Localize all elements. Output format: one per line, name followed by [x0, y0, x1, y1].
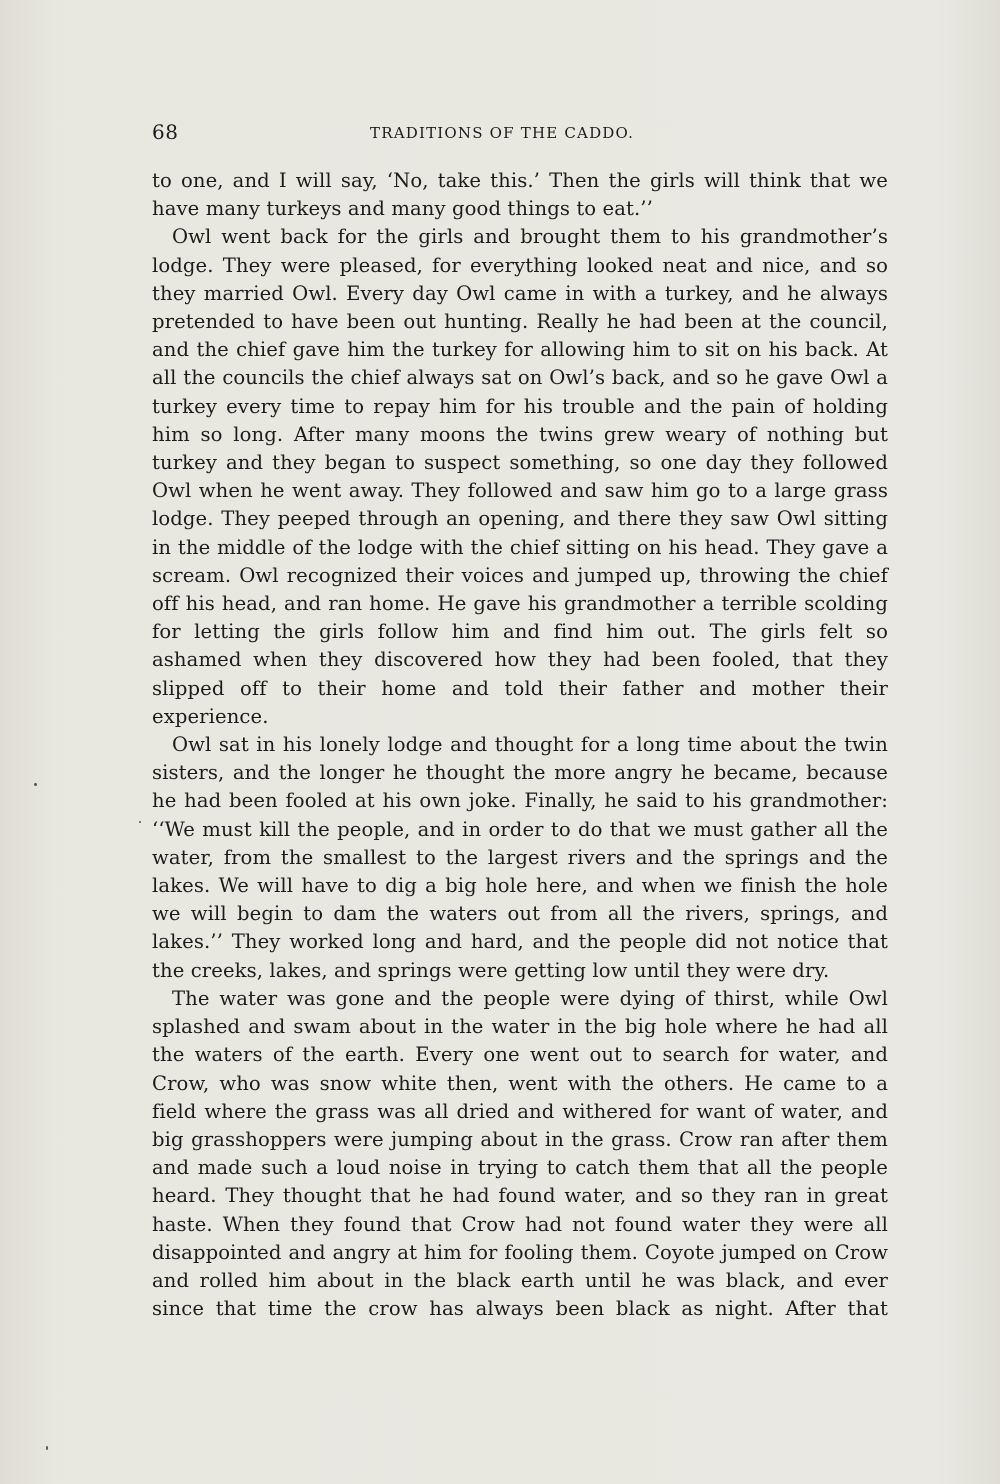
running-title: TRADITIONS OF THE CADDO. — [370, 124, 635, 142]
body-text — [152, 167, 888, 1323]
paper-speck — [46, 1446, 48, 1450]
running-head — [152, 120, 888, 144]
paragraph-2: Owl went back for the girls and brought them to his grandmother’s lodge. They were pleased, for everything looked neat and nice, and so they married Owl. Every day Owl came in with a turkey, and he always pretended to have been out hunting. Really he had been at the council, and the chief gave him the turkey for allowing him to sit on his back. At all the councils the chief always sat on Owl’s back, and so he gave Owl a turkey every time to repay him for his trouble and the pain of holding him so long. After many moons the twins grew weary of nothing but turkey and they began to suspect something, so one day they followed Owl when he went away. They followed and saw him go to a large grass lodge. They peeped through an opening, and there they saw Owl sitting in the middle of the lodge with the chief sitting on his head. They gave a scream. Owl recognized their voices and jumped up, throwing the chief off his head, and ran home. He gave his grandmother a terrible scolding for letting the girls follow him and find him out. The girls felt so ashamed when they discovered how they had been fooled, that they slipped off to their home and told their father and mother their experience. — [152, 225, 888, 728]
paper-speck — [34, 783, 37, 786]
paragraph-3: Owl sat in his lonely lodge and thought for a long time about the twin sisters, and the longer he thought the more angry he became, because he had been fooled at his own joke. Finally, he said to his grandmother: ‘‘We must kill the people, and in order to do that we must gather all the water, from the smallest to the largest rivers and the springs and the lakes. We will have to dig a big hole here, and when we finish the hole we will begin to dam the waters out from all the rivers, springs, and lakes.’’ They worked long and hard, and the people did not notice that the creeks, lakes, and springs were getting low until they were dry. — [152, 733, 888, 982]
page-number: 68 — [152, 120, 179, 144]
paragraph-1: to one, and I will say, ‘No, take this.’ Then the girls will think that we have many turkeys and many good things to eat.’’ — [152, 169, 888, 221]
paragraph-4: The water was gone and the people were dying of thirst, while Owl splashed and swam about in the water in the big hole where he had all the waters of the earth. Every one went out to search for water, and Crow, who was snow white then, went with the others. He came to a field where the grass was all dried and withered for want of water, and big grasshoppers were jumping about in the grass. Crow ran after them and made such a loud noise in trying to catch them that all the people heard. They thought that he had found water, and so they ran in great haste. When they found that Crow had not found water they were all disappointed and angry at him for fooling them. Coyote jumped on Crow and rolled him about in the black earth until he was black, and ever since that time the crow has always been black as night. After that — [152, 986, 888, 1321]
paper-speck — [139, 821, 141, 823]
